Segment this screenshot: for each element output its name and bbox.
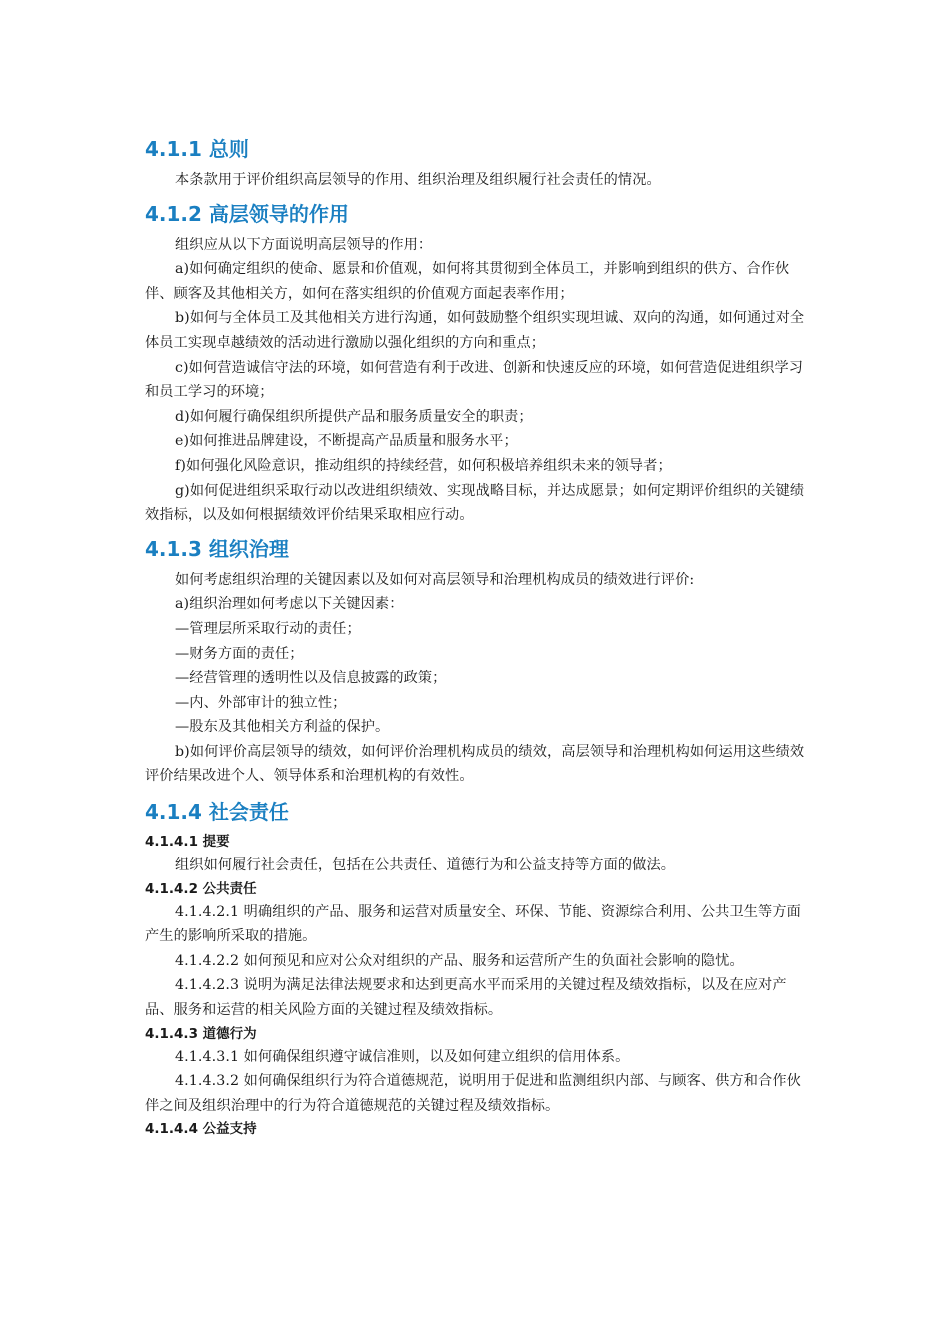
paragraph: 组织应从以下方面说明高层领导的作用： — [175, 236, 433, 253]
list-item: —内、外部审计的独立性； — [175, 694, 347, 711]
section-heading-leadership: 4.1.2 高层领导的作用 — [145, 201, 349, 226]
list-item: —管理层所采取行动的责任； — [175, 620, 361, 637]
list-item: —财务方面的责任； — [175, 645, 304, 662]
paragraph: b)如何评价高层领导的绩效，如何评价治理机构成员的绩效，高层领导和治理机构如何运用这些绩效评价结果改进个人、领导体系和治理机构的有效性。 — [145, 743, 805, 785]
paragraph: b)如何与全体员工及其他相关方进行沟通，如何鼓励整个组织实现坦诚、双向的沟通，如何通过对全体员工实现卓越绩效的活动进行激励以强化组织的方向和重点； — [145, 310, 805, 351]
section-heading-social-responsibility: 4.1.4 社会责任 — [145, 800, 289, 825]
subsection-heading: 4.1.4.4 公益支持 — [145, 1121, 257, 1138]
paragraph: 4.1.4.2.1 明确组织的产品、服务和运营对质量安全、环保、节能、资源综合利用、公共卫生等方面产生的影响所采取的措施。 — [145, 903, 801, 945]
paragraph: 4.1.4.2.3 说明为满足法律法规要求和达到更高水平而采用的关键过程及绩效指标，以及在应对产品、服务和运营的相关风险方面的关键过程及绩效指标。 — [145, 977, 787, 1019]
document-page — [145, 128, 815, 1140]
subsection-heading: 4.1.4.2 公共责任 — [145, 880, 257, 897]
section-heading-governance: 4.1.3 组织治理 — [145, 536, 289, 561]
paragraph: f)如何强化风险意识，推动组织的持续经营，如何积极培养组织未来的领导者； — [175, 457, 672, 474]
paragraph: c)如何营造诚信守法的环境，如何营造有利于改进、创新和快速反应的环境，如何营造促进组织学习和员工学习的环境； — [145, 359, 804, 401]
paragraph: 4.1.4.3.1 如何确保组织遵守诚信准则，以及如何建立组织的信用体系。 — [175, 1048, 630, 1065]
paragraph: a)如何确定组织的使命、愿景和价值观，如何将其贯彻到全体员工，并影响到组织的供方、合作伙伴、顾客及其他相关方，如何在落实组织的价值观方面起表率作用； — [145, 261, 790, 302]
list-item: —经营管理的透明性以及信息披露的政策； — [175, 670, 447, 687]
paragraph: g)如何促进组织采取行动以改进组织绩效、实现战略目标，并达成愿景；如何定期评价组织的关键绩效指标，以及如何根据绩效评价结果采取相应行动。 — [145, 482, 805, 524]
paragraph: d)如何履行确保组织所提供产品和服务质量安全的职责； — [175, 408, 533, 425]
paragraph: 4.1.4.2.2 如何预见和应对公众对组织的产品、服务和运营所产生的负面社会影响的隐忧。 — [175, 952, 744, 969]
paragraph: 4.1.4.3.2 如何确保组织行为符合道德规范，说明用于促进和监测组织内部、与顾客、供方和合作伙伴之间及组织治理中的行为符合道德规范的关键过程及绩效指标。 — [145, 1073, 801, 1114]
paragraph: 如何考虑组织治理的关键因素以及如何对高层领导和治理机构成员的绩效进行评价: — [175, 571, 695, 588]
list-item: —股东及其他相关方利益的保护。 — [175, 719, 390, 736]
paragraph: 本条款用于评价组织高层领导的作用、组织治理及组织履行社会责任的情况。 — [175, 172, 661, 188]
paragraph: 组织如何履行社会责任，包括在公共责任、道德行为和公益支持等方面的做法。 — [175, 857, 676, 874]
subsection-heading: 4.1.4.3 道德行为 — [145, 1025, 257, 1042]
subsection-heading: 4.1.4.1 提要 — [145, 834, 230, 851]
paragraph: a)组织治理如何考虑以下关键因素： — [175, 596, 404, 613]
section-heading-general: 4.1.1 总则 — [145, 137, 249, 161]
paragraph: e)如何推进品牌建设，不断提高产品质量和服务水平； — [175, 433, 518, 450]
